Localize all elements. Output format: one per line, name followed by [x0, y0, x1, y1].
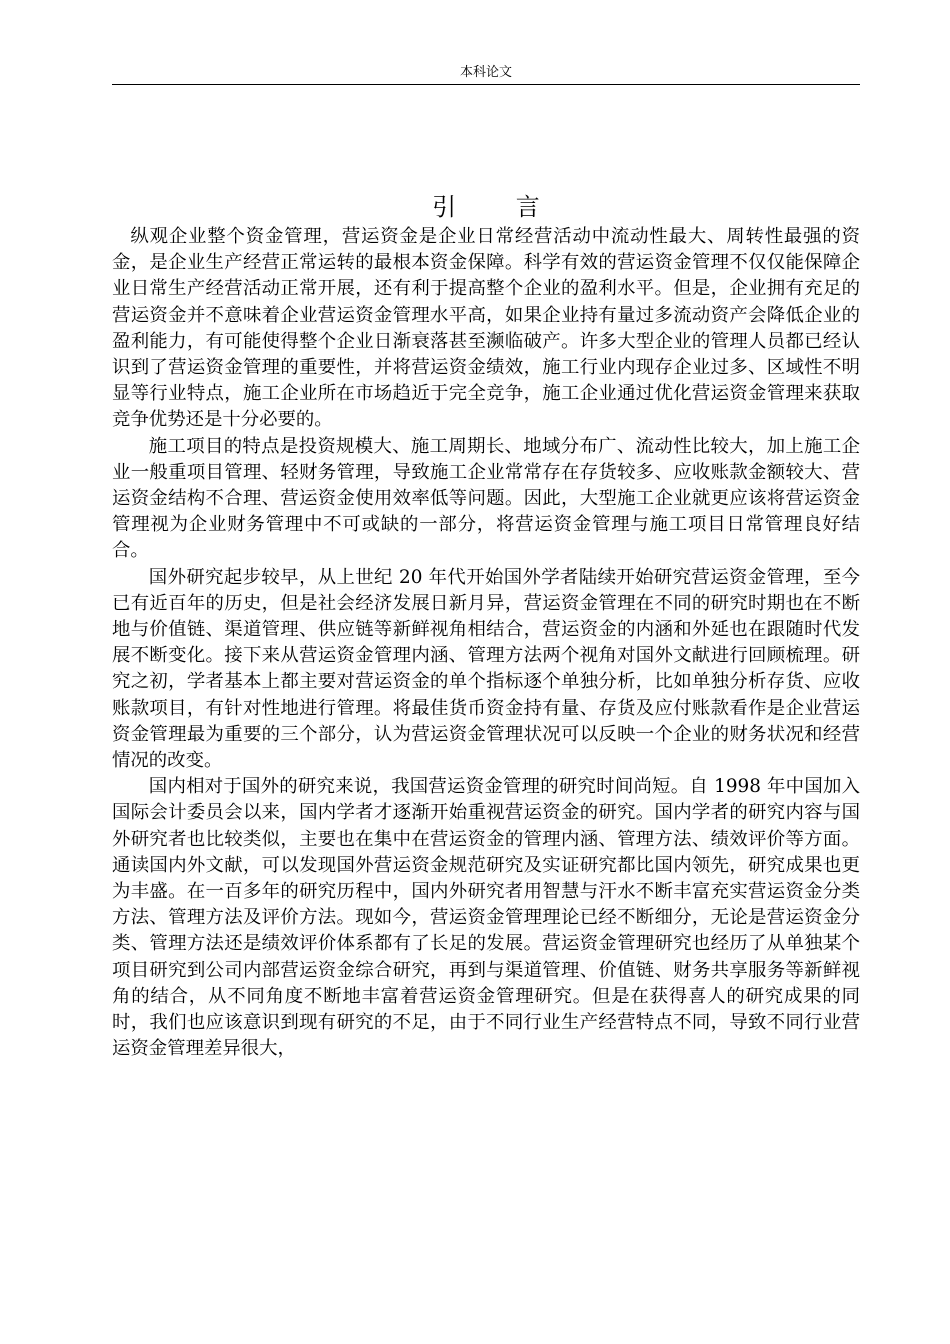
- running-header: [112, 62, 860, 85]
- paragraph: 纵观企业整个资金管理，营运资金是企业日常经营活动中流动性最大、周转性最强的资金，是企业生产经营正常运转的最根本资金保障。科学有效的营运资金管理不仅仅能保障企业日常生产经营活动正常开展，还有利于提高整个企业的盈利水平。但是，企业拥有充足的营运资金并不意味着企业营运资金管理水平高，如果企业持有量过多流动资产会降低企业的盈利能力，有可能使得整个企业日渐衰落甚至濒临破产。许多大型企业的管理人员都已经认识到了营运资金管理的重要性，并将营运资金绩效，施工行业内现存企业过多、区域性不明显等行业特点，施工企业所在市场趋近于完全竞争，施工企业通过优化营运资金管理来获取竞争优势还是十分必要的。: [112, 226, 860, 431]
- section-title: 引 言: [432, 193, 566, 221]
- paragraph: 国外研究起步较早，从上世纪 20 年代开始国外学者陆续开始研究营运资金管理，至今已有近百年的历史，但是社会经济发展日新月异，营运资金管理在不同的研究时期也在不断地与价值链、渠道管理、供应链等新鲜视角相结合，营运资金的内涵和外延也在跟随时代发展不断变化。接下来从营运资金管理内涵、管理方法两个视角对国外文献进行回顾梳理。研究之初，学者基本上都主要对营运资金的单个指标逐个单独分析，比如单独分析存货、应收账款项目，有针对性地进行管理。将最佳货币资金持有量、存货及应付账款看作是企业营运资金管理最为重要的三个部分，认为营运资金管理状况可以反映一个企业的财务状况和经营情况的改变。: [112, 566, 860, 772]
- body-text: [112, 224, 860, 1063]
- running-header-title: 本科论文: [459, 65, 512, 80]
- paragraph: 施工项目的特点是投资规模大、施工周期长、地域分布广、流动性比较大，加上施工企业一般重项目管理、轻财务管理，导致施工企业常常存在存货较多、应收账款金额较大、营运资金结构不合理、营运资金使用效率低等问题。因此，大型施工企业就更应该将营运资金管理视为企业财务管理中不可或缺的一部分，将营运资金管理与施工项目日常管理良好结合。: [112, 435, 860, 562]
- paragraph: 国内相对于国外的研究来说，我国营运资金管理的研究时间尚短。自 1998 年中国加入国际会计委员会以来，国内学者才逐渐开始重视营运资金的研究。国内学者的研究内容与国外研究者也比较类似，主要也在集中在营运资金的管理内涵、管理方法、绩效评价等方面。通读国内外文献，可以发现国外营运资金规范研究及实证研究都比国内领先，研究成果也更为丰盛。在一百多年的研究历程中，国内外研究者用智慧与汗水不断丰富充实营运资金分类方法、管理方法及评价方法。现如今，营运资金管理理论已经不断细分，无论是营运资金分类、管理方法还是绩效评价体系都有了长足的发展。营运资金管理研究也经历了从单独某个项目研究到公司内部营运资金综合研究，再到与渠道管理、价值链、财务共享服务等新鲜视角的结合，从不同角度不断地丰富着营运资金管理研究。但是在获得喜人的研究成果的同时，我们也应该意识到现有研究的不足，由于不同行业生产经营特点不同，导致不同行业营运资金管理差异很大，: [112, 776, 860, 1060]
